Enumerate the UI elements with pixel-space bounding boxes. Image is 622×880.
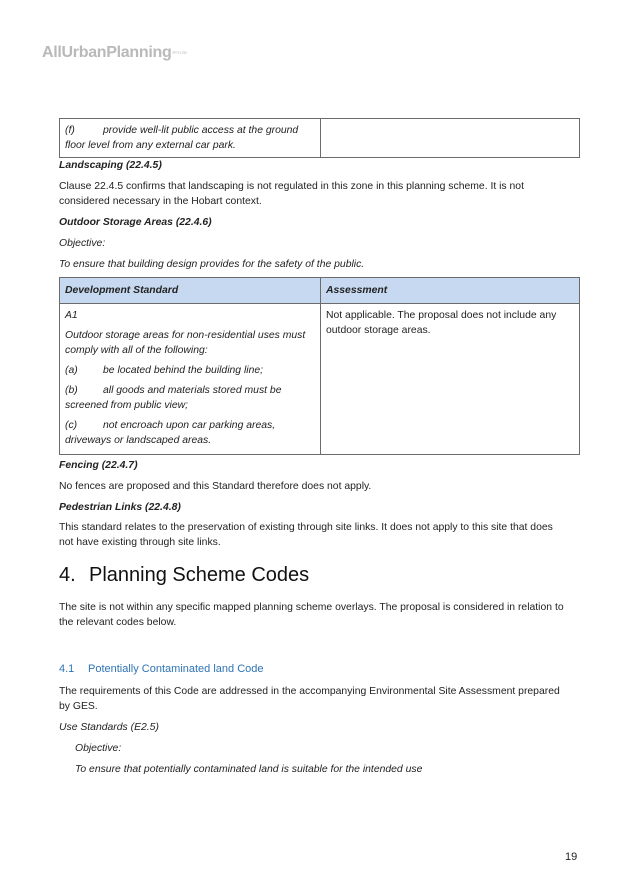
table-row xyxy=(60,119,580,158)
pedestrian-body: This standard relates to the preservation of existing through site links. It does not apply to this site that does not have existing through site links. xyxy=(59,522,553,548)
continued-standards-table xyxy=(59,118,580,158)
list-item xyxy=(65,383,315,413)
table-row xyxy=(60,304,580,455)
section-title: Planning Scheme Codes xyxy=(89,564,310,586)
section-4-body: The site is not within any specific mapped planning scheme overlays. The proposal is considered in relation to the relevant codes below. xyxy=(59,602,564,628)
outdoor-storage-objective-text: To ensure that building design provides for the safety of the public. xyxy=(59,259,365,270)
section-4-1-heading xyxy=(59,662,264,677)
item-label: (f) xyxy=(65,125,75,136)
list-item xyxy=(65,363,315,378)
subsection-number: 4.1 xyxy=(59,663,75,675)
company-logo xyxy=(42,43,187,63)
contaminated-objective-label: Objective: xyxy=(75,743,122,754)
standard-id: A1 xyxy=(65,310,78,321)
subsection-title: Potentially Contaminated land Code xyxy=(88,663,264,675)
section-number: 4. xyxy=(59,564,76,586)
logo-mark: PTY LTD xyxy=(172,50,187,55)
item-text: provide well-lit public access at the ground floor level from any external car park. xyxy=(65,125,299,151)
section-4-1-body: The requirements of this Code are addressed in the accompanying Environmental Site Assessment prepared by GES. xyxy=(59,686,560,712)
column-header-assessment: Assessment xyxy=(321,278,580,304)
list-item xyxy=(65,123,315,153)
standard-intro: Outdoor storage areas for non-residential uses must comply with all of the following: xyxy=(65,330,306,356)
item-label: (a) xyxy=(65,365,78,376)
landscaping-body: Clause 22.4.5 confirms that landscaping is not regulated in this zone in this planning scheme. It is not considered necessary in the Hobart context. xyxy=(59,181,524,207)
landscaping-heading: Landscaping (22.4.5) xyxy=(59,160,162,171)
assessment-cell xyxy=(321,119,580,158)
section-4-heading xyxy=(59,561,309,589)
fencing-heading: Fencing (22.4.7) xyxy=(59,460,138,471)
table-header-row xyxy=(60,278,580,304)
use-standards-label: Use Standards (E2.5) xyxy=(59,722,159,733)
logo-text: AllUrbanPlanning xyxy=(42,44,172,61)
item-label: (c) xyxy=(65,420,78,431)
standard-cell xyxy=(60,304,321,455)
contaminated-objective-text: To ensure that potentially contaminated land is suitable for the intended use xyxy=(75,764,423,775)
outdoor-storage-objective-label: Objective: xyxy=(59,238,106,249)
column-header-development-standard: Development Standard xyxy=(60,278,321,304)
assessment-cell: Not applicable. The proposal does not include any outdoor storage areas. xyxy=(321,304,580,455)
pedestrian-heading: Pedestrian Links (22.4.8) xyxy=(59,502,181,513)
standard-cell xyxy=(60,119,321,158)
outdoor-storage-heading: Outdoor Storage Areas (22.4.6) xyxy=(59,217,212,228)
item-text: not encroach upon car parking areas, driveways or landscaped areas. xyxy=(65,420,276,446)
outdoor-storage-table xyxy=(59,277,580,455)
fencing-body: No fences are proposed and this Standard therefore does not apply. xyxy=(59,481,372,492)
page-number: 19 xyxy=(565,851,578,863)
item-text: be located behind the building line; xyxy=(103,365,264,376)
list-item xyxy=(65,418,315,448)
item-text: all goods and materials stored must be screened from public view; xyxy=(65,385,282,411)
item-label: (b) xyxy=(65,385,78,396)
